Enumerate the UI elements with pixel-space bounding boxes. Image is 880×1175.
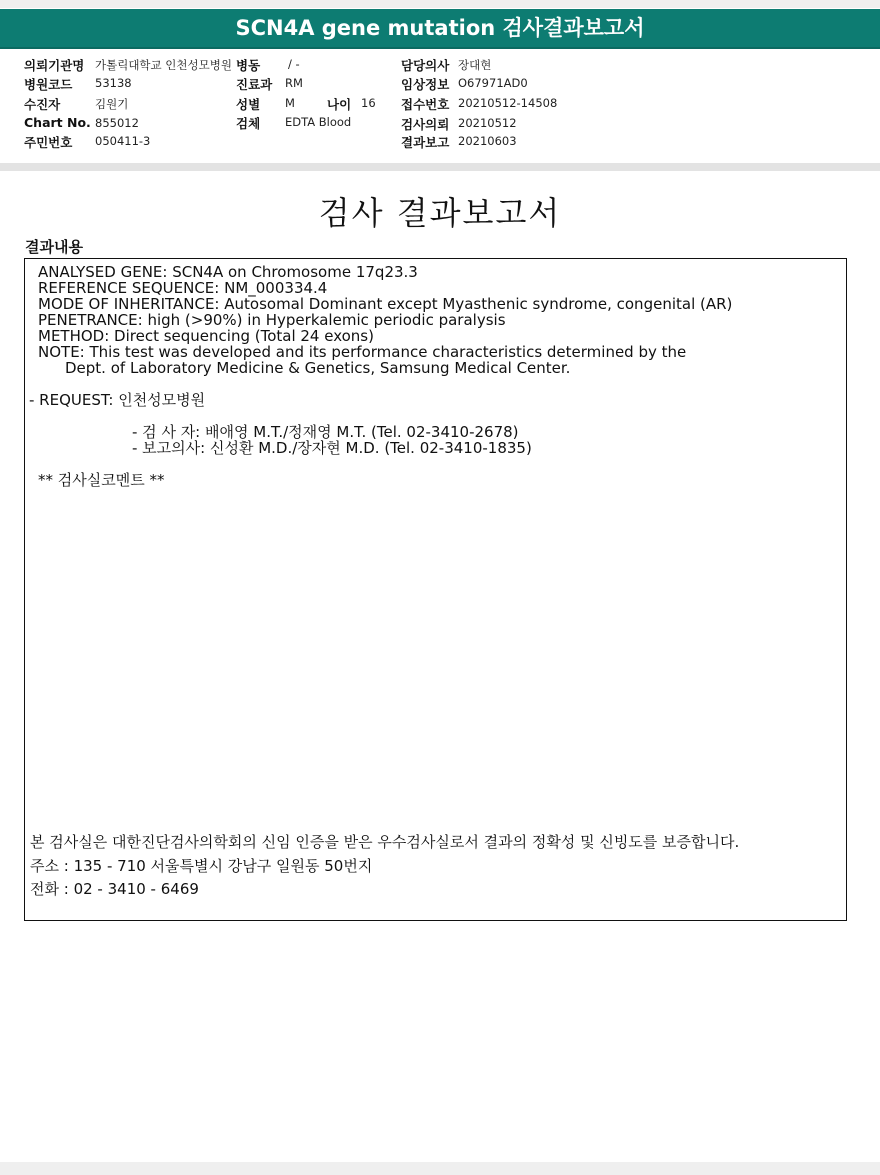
subject-value: 김원기: [95, 97, 129, 111]
clinical-info-label: 임상정보: [401, 77, 450, 92]
sex-value: M: [285, 96, 295, 110]
note-line-1: NOTE: This test was developed and its performance characteristics determined by the: [38, 343, 687, 361]
chart-no-value: 855012: [95, 116, 139, 130]
bottom-bar: [0, 1162, 880, 1175]
clinical-info-value: O67971AD0: [458, 76, 528, 90]
request-date-value: 20210512: [458, 116, 517, 130]
result-content-box: [24, 258, 847, 921]
age-value: 16: [361, 96, 376, 110]
document-title: 검사 결과보고서: [318, 194, 562, 232]
institution-value: 가톨릭대학교 인천성모병원: [95, 58, 232, 72]
dept-value: RM: [285, 76, 303, 90]
reporter-line: - 보고의사: 신성환 M.D./장자현 M.D. (Tel. 02-3410-1835): [132, 439, 532, 457]
hospital-code-label: 병원코드: [24, 77, 73, 92]
physician-label: 담당의사: [401, 58, 450, 73]
ward-value: / -: [288, 57, 300, 71]
result-section-label: 결과내용: [25, 238, 83, 256]
specimen-label: 검체: [236, 116, 261, 131]
sex-label: 성별: [236, 97, 261, 112]
penetrance: PENETRANCE: high (>90%) in Hyperkalemic periodic paralysis: [38, 311, 506, 329]
specimen-value: EDTA Blood: [285, 115, 352, 129]
report-date-label: 결과보고: [401, 135, 450, 150]
hospital-code-value: 53138: [95, 76, 132, 90]
physician-value: 장대현: [458, 58, 492, 72]
receipt-number-label: 접수번호: [401, 97, 450, 112]
resident-id-label: 주민번호: [24, 135, 73, 150]
analysed-gene: ANALYSED GENE: SCN4A on Chromosome 17q23.3: [38, 263, 418, 281]
top-bar: [0, 0, 880, 8]
lab-phone: 전화 : 02 - 3410 - 6469: [30, 880, 199, 898]
resident-id-value: 050411-3: [95, 134, 151, 148]
request-date-label: 검사의뢰: [401, 117, 450, 132]
subject-label: 수진자: [24, 97, 61, 112]
institution-label: 의뢰기관명: [24, 58, 85, 73]
lab-address: 주소 : 135 - 710 서울특별시 강남구 일원동 50번지: [30, 857, 373, 875]
method: METHOD: Direct sequencing (Total 24 exons): [38, 327, 374, 345]
ward-label: 병동: [236, 58, 261, 73]
banner-underline: [0, 47, 880, 49]
report-banner-title: SCN4A gene mutation 검사결과보고서: [0, 9, 880, 47]
lab-comment-heading: ** 검사실코멘트 **: [38, 471, 165, 489]
note-line-2: Dept. of Laboratory Medicine & Genetics, Samsung Medical Center.: [65, 359, 571, 377]
mode-of-inheritance: MODE OF INHERITANCE: Autosomal Dominant except Myasthenic syndrome, congenital (AR): [38, 295, 733, 313]
age-label: 나이: [327, 97, 352, 112]
dept-label: 진료과: [236, 77, 273, 92]
report-date-value: 20210603: [458, 134, 517, 148]
section-divider: [0, 163, 880, 171]
certification-statement: 본 검사실은 대한진단검사의학회의 신임 인증을 받은 우수검사실로서 결과의 정확성 및 신빙도를 보증합니다.: [30, 833, 740, 851]
reference-sequence: REFERENCE SEQUENCE: NM_000334.4: [38, 279, 328, 297]
chart-no-label: Chart No.: [24, 115, 91, 130]
receipt-number-value: 20210512-14508: [458, 96, 558, 110]
request-line: - REQUEST: 인천성모병원: [29, 391, 206, 409]
examiner-line: - 검 사 자: 배애영 M.T./정재영 M.T. (Tel. 02-3410-2678): [132, 423, 519, 441]
